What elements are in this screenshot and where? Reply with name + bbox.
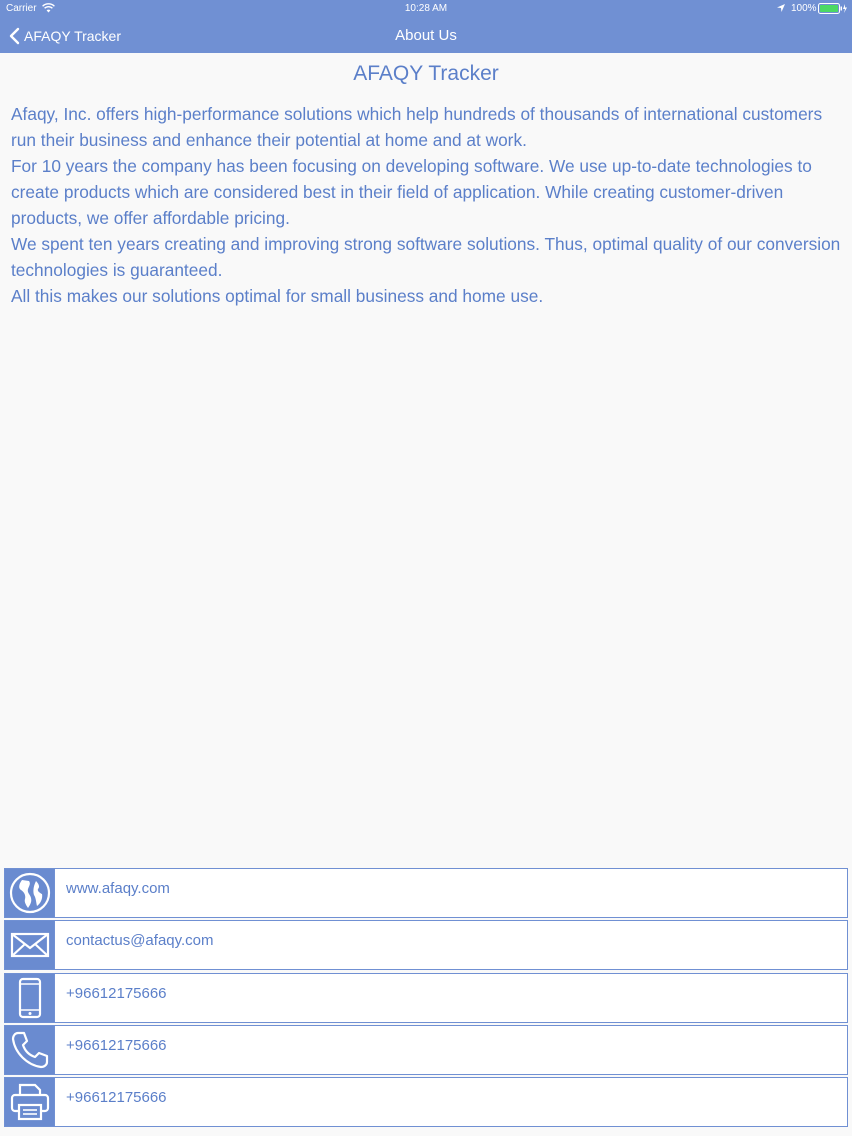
status-bar [0,0,852,18]
about-paragraph: We spent ten years creating and improving strong software solutions. Thus, optimal quality of our conversion technologies is guaranteed. [11,234,841,280]
envelope-icon-tile [5,921,54,969]
printer-icon [9,1081,51,1123]
about-paragraph: Afaqy, Inc. offers high-performance solutions which help hundreds of thousands of international customers run their business and enhance their potential at home and at work. [11,104,823,150]
contact-value[interactable]: +96612175666 [54,1078,847,1126]
envelope-icon [9,924,51,966]
location-arrow-icon [776,3,786,13]
contact-row-website[interactable] [4,868,848,918]
phone-handset-icon [9,1029,51,1071]
contact-value[interactable]: www.afaqy.com [54,869,847,917]
contact-row-email[interactable] [4,920,848,970]
about-paragraph: All this makes our solutions optimal for small business and home use. [11,286,544,306]
contact-row-mobile[interactable] [4,973,848,1023]
contact-row-fax[interactable] [4,1077,848,1127]
top-bar [0,0,852,53]
contact-row-phone[interactable] [4,1025,848,1075]
printer-icon-tile [5,1078,54,1126]
contact-list [4,868,848,1129]
globe-icon-tile [5,869,54,917]
navigation-bar [0,18,852,53]
app-heading: AFAQY Tracker [353,62,499,85]
contact-value[interactable]: +96612175666 [54,974,847,1022]
globe-icon [9,872,51,914]
about-text [11,101,847,309]
about-paragraph: For 10 years the company has been focusing on developing software. We use up-to-date technologies to create products which are considered best in their field of application. While creating customer-driven products, we offer affordable pricing. [11,156,812,228]
back-button-label: AFAQY Tracker [24,28,121,44]
phone-handset-icon-tile [5,1026,54,1074]
battery-percent: 100% [791,3,817,14]
clock: 10:28 AM [404,3,448,14]
contact-value[interactable]: contactus@afaqy.com [54,921,847,969]
mobile-phone-icon [9,977,51,1019]
carrier-label: Carrier [6,3,37,14]
battery-charging-icon [818,3,848,14]
page-title: About Us [395,27,457,44]
contact-value[interactable]: +96612175666 [54,1026,847,1074]
mobile-phone-icon-tile [5,974,54,1022]
